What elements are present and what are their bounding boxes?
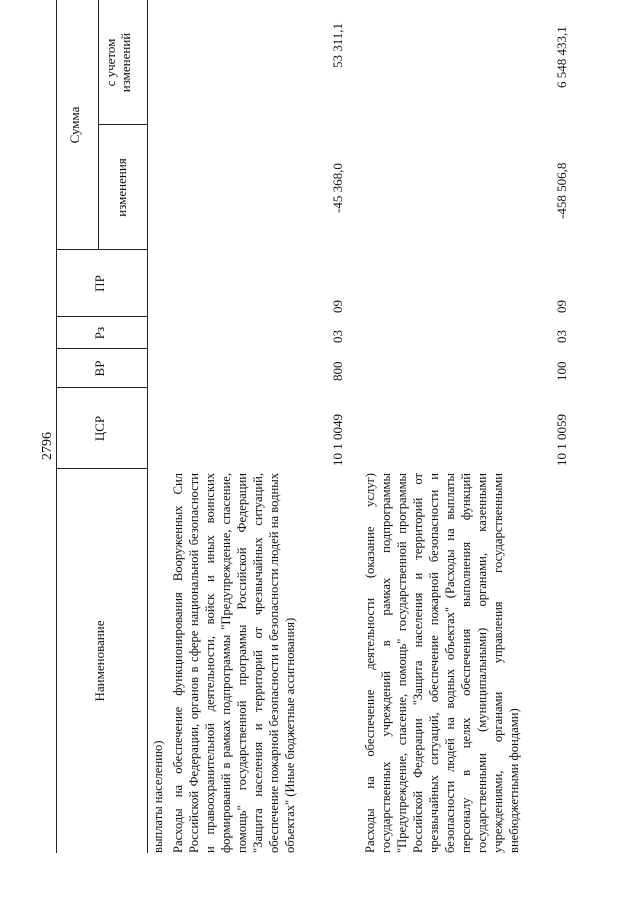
header-sum: Сумма <box>67 106 82 144</box>
header-rz: Рз <box>92 326 107 340</box>
header-name: Наименование <box>92 620 107 702</box>
header-with-changes-line2: изменений <box>117 32 133 93</box>
header-pr: ПР <box>92 275 107 292</box>
row-1-rz: 03 <box>330 330 345 343</box>
header-change: изменения <box>114 158 129 217</box>
header-csr: ЦСР <box>92 415 107 442</box>
row-2-name: Расходы на обеспечение деятельности (оказание услуг) государственных учреждений в рамках подпрограммы "Предупреждение, спасение, помощь" государственной программы Российской Федерации "Защита населения и территорий от чрезвычайных ситуаций, обеспечение пожарной безопасности и безопасности людей на водных объектах" (Расходы на выплаты персоналу в целях обеспечения выполнения функций государственными (муниципальными) органами, казенными учреждениями, органами управления государственными внебюджетными фондами) <box>363 473 521 853</box>
row-1-name: Расходы на обеспечение функционирования Вооруженных Сил Российской Федерации, органов в сфере национальной безопасности и правоохранительной деятельности, войск и иных воинских формирований в рамках подпрограммы "Предупреждение, спасение, помощь" государственной программы Российской Федерации "Защита населения и территорий от чрезвычайных ситуаций, обеспечение пожарной безопасности и безопасности людей на водных объектах" (Иные бюджетные ассигнования) <box>171 473 297 853</box>
header-vr: ВР <box>92 360 107 377</box>
row-1-with-changes: 53 311,1 <box>330 22 345 68</box>
page-number: 2796 <box>40 432 55 460</box>
row-2-with-changes: 6 548 433,1 <box>554 26 569 88</box>
row-2-csr: 10 1 0059 <box>554 414 569 466</box>
row-1-change: -45 368,0 <box>330 163 345 213</box>
row-2-vr: 100 <box>554 361 569 381</box>
header-with-changes-line1: с учетом <box>103 38 118 87</box>
table-top-border <box>56 0 57 853</box>
row-1-vr: 800 <box>330 361 345 381</box>
header-with-changes <box>104 0 134 125</box>
row-continuation-name: выплаты населению) <box>151 740 165 853</box>
row-2-change: -458 506,8 <box>554 162 569 219</box>
row-1-csr: 10 1 0049 <box>330 414 345 466</box>
row-2-rz: 03 <box>554 330 569 343</box>
sum-subheader-rule <box>98 0 99 250</box>
row-1-pr: 09 <box>330 300 345 313</box>
row-2-pr: 09 <box>554 300 569 313</box>
header-bottom-border <box>147 0 148 853</box>
